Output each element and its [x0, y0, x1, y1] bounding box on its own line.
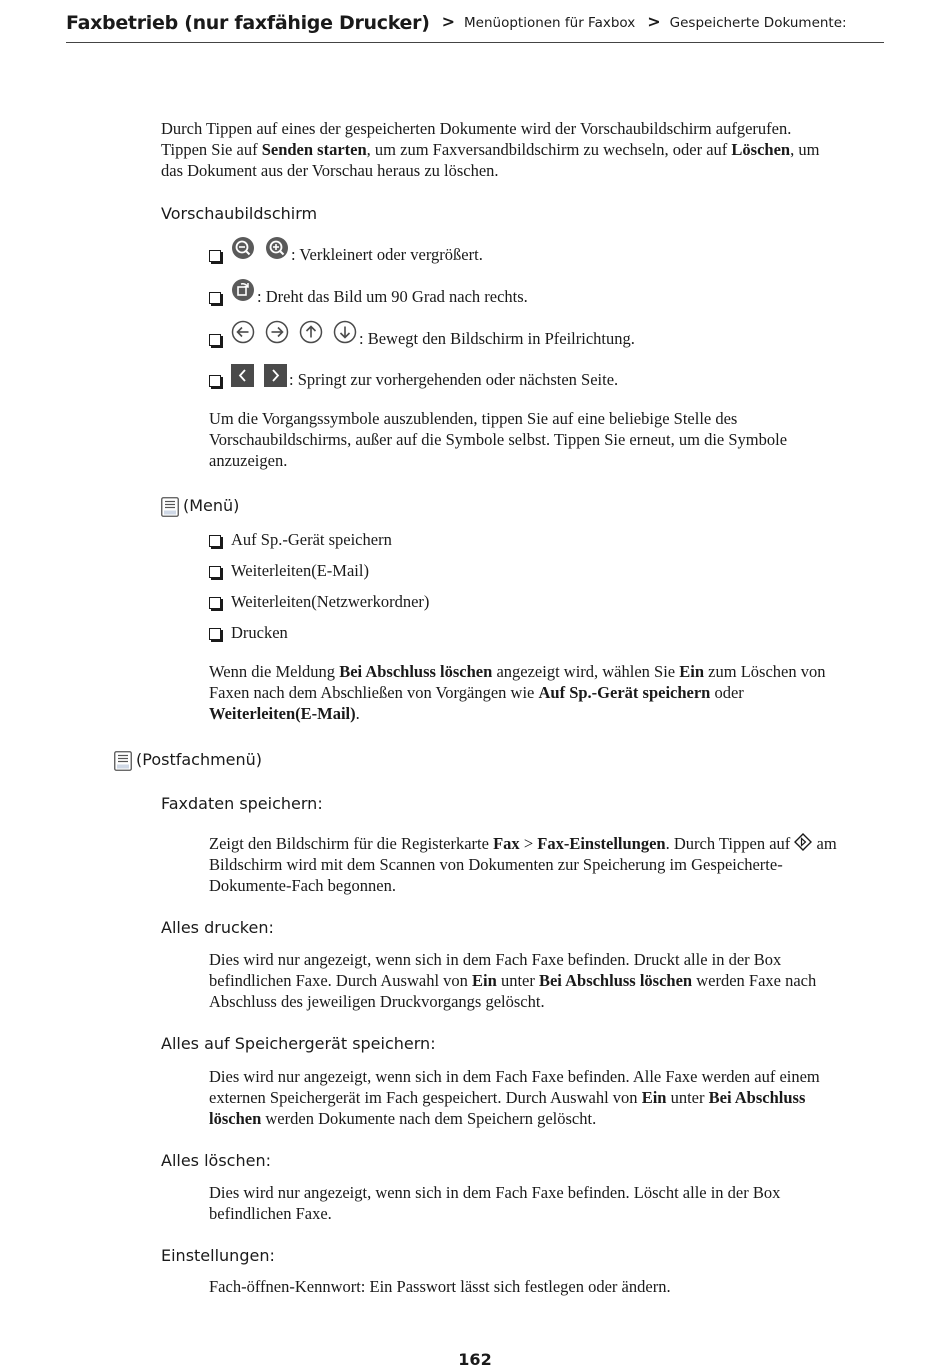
checkbox-bullet — [209, 250, 221, 262]
mailbox-menu-heading — [114, 750, 262, 771]
breadcrumb-title: Faxbetrieb (nur faxfähige Drucker) — [66, 12, 430, 34]
text-line: Dies wird nur angezeigt, wenn sich in dem Fach Faxe befinden. Löscht alle in der Box — [209, 1183, 781, 1202]
list-item — [209, 560, 369, 582]
checkbox-bullet — [209, 375, 221, 387]
text-line: Dies wird nur angezeigt, wenn sich in dem Fach Faxe befinden. Alle Faxe werden auf einem — [209, 1067, 820, 1086]
menu-label: (Menü) — [183, 496, 240, 515]
page-number: 162 — [458, 1350, 492, 1369]
start-icon — [794, 833, 812, 851]
list-item — [209, 591, 429, 613]
checkbox-bullet — [209, 334, 221, 346]
text-line: Weiterleiten(E-Mail). — [209, 704, 360, 723]
text-line: Bildschirm wird mit dem Scannen von Dokumenten zur Speicherung im Gespeicherte- — [209, 855, 783, 874]
text-line: Dies wird nur angezeigt, wenn sich in dem Fach Faxe befinden. Druckt alle in der Box — [209, 950, 782, 969]
checkbox-bullet — [209, 628, 221, 640]
text-line: anzuzeigen. — [209, 451, 288, 470]
checkbox-bullet — [209, 292, 221, 304]
text-line: Um die Vorgangssymbole auszublenden, tippen Sie auf eine beliebige Stelle des — [209, 409, 738, 428]
text-line: Wenn die Meldung Bei Abschluss löschen angezeigt wird, wählen Sie Ein zum Löschen von — [209, 662, 826, 681]
arrow-right-icon — [265, 320, 289, 344]
text-line: externen Speichergerät im Fach gespeichert. Durch Auswahl von Ein unter Bei Abschluss — [209, 1088, 806, 1107]
save-fax-paragraph — [209, 833, 899, 896]
text-line: Zeigt den Bildschirm für die Registerkarte Fax > Fax-Einstellungen. Durch Tippen auf am — [209, 834, 837, 853]
intro-paragraph — [161, 118, 881, 181]
text-line: befindlichen Faxe. Durch Auswahl von Ein unter Bei Abschluss löschen werden Faxe nach — [209, 971, 817, 990]
list-item-text: : Springt zur vorhergehenden oder nächsten Seite. — [289, 369, 619, 389]
text-line: Abschluss des jeweiligen Druckvorgangs gelöscht. — [209, 992, 545, 1011]
preview-note — [209, 408, 879, 471]
text-line: das Dokument aus der Vorschau heraus zu löschen. — [161, 161, 499, 180]
delete-all-paragraph — [209, 1182, 899, 1224]
list-item-text: : Verkleinert oder vergrößert. — [291, 245, 483, 264]
text-line: Faxen nach dem Abschließen von Vorgängen wie Auf Sp.-Gerät speichern oder — [209, 683, 744, 702]
list-item — [209, 622, 288, 644]
arrow-up-icon — [299, 320, 323, 344]
zoom-in-icon — [265, 236, 289, 260]
breadcrumb-item-menu-options: Menüoptionen für Faxbox — [464, 15, 636, 31]
prev-page-icon — [231, 364, 254, 387]
zoom-out-icon — [231, 236, 255, 260]
list-item-text: Weiterleiten(E-Mail) — [231, 561, 369, 580]
breadcrumb-separator: > — [441, 12, 455, 31]
list-item — [209, 529, 392, 551]
print-all-paragraph — [209, 949, 899, 1012]
save-fax-heading: Faxdaten speichern: — [161, 794, 323, 813]
arrow-left-icon — [231, 320, 255, 344]
checkbox-bullet — [209, 566, 221, 578]
breadcrumb-item-saved-documents: Gespeicherte Dokumente: — [669, 15, 847, 31]
text-line: befindlichen Faxe. — [209, 1204, 332, 1223]
list-item-text: Auf Sp.-Gerät speichern — [231, 530, 392, 549]
settings-heading: Einstellungen: — [161, 1246, 275, 1265]
save-all-heading: Alles auf Speichergerät speichern: — [161, 1034, 436, 1053]
next-page-icon — [264, 364, 287, 387]
list-item — [209, 327, 635, 351]
list-item-text: Weiterleiten(Netzwerkordner) — [231, 592, 430, 611]
save-all-paragraph — [209, 1066, 899, 1129]
print-all-heading: Alles drucken: — [161, 918, 274, 937]
text-line: Tippen Sie auf Senden starten, um zum Faxversandbildschirm zu wechseln, oder auf Löschen, um — [161, 140, 820, 159]
text-line: Fach-öffnen-Kennwort: Ein Passwort lässt sich festlegen oder ändern. — [209, 1277, 671, 1296]
breadcrumb — [66, 8, 884, 43]
checkbox-bullet — [209, 597, 221, 609]
preview-heading: Vorschaubildschirm — [161, 204, 318, 223]
text-line: Dokumente-Fach begonnen. — [209, 876, 396, 895]
delete-all-heading: Alles löschen: — [161, 1151, 271, 1170]
rotate-icon — [231, 278, 255, 302]
list-item-text: : Dreht das Bild um 90 Grad nach rechts. — [257, 287, 528, 306]
list-item-text: Drucken — [231, 623, 288, 642]
list-item — [209, 285, 528, 309]
breadcrumb-separator: > — [647, 12, 661, 31]
checkbox-bullet — [209, 535, 221, 547]
list-item — [209, 368, 618, 391]
list-item — [209, 243, 483, 267]
menu-heading — [161, 496, 239, 517]
settings-paragraph — [209, 1276, 899, 1297]
arrow-down-icon — [333, 320, 357, 344]
menu-icon — [114, 751, 132, 771]
list-item-text: : Bewegt den Bildschirm in Pfeilrichtung. — [359, 329, 635, 348]
text-line: löschen werden Dokumente nach dem Speichern gelöscht. — [209, 1109, 597, 1128]
menu-icon — [161, 497, 179, 517]
menu-note — [209, 661, 879, 724]
mailbox-menu-label: (Postfachmenü) — [136, 750, 263, 769]
text-line: Durch Tippen auf eines der gespeicherten Dokumente wird der Vorschaubildschirm aufgerufen. — [161, 119, 792, 138]
text-line: Vorschaubildschirms, außer auf die Symbole selbst. Tippen Sie erneut, um die Symbole — [209, 430, 788, 449]
